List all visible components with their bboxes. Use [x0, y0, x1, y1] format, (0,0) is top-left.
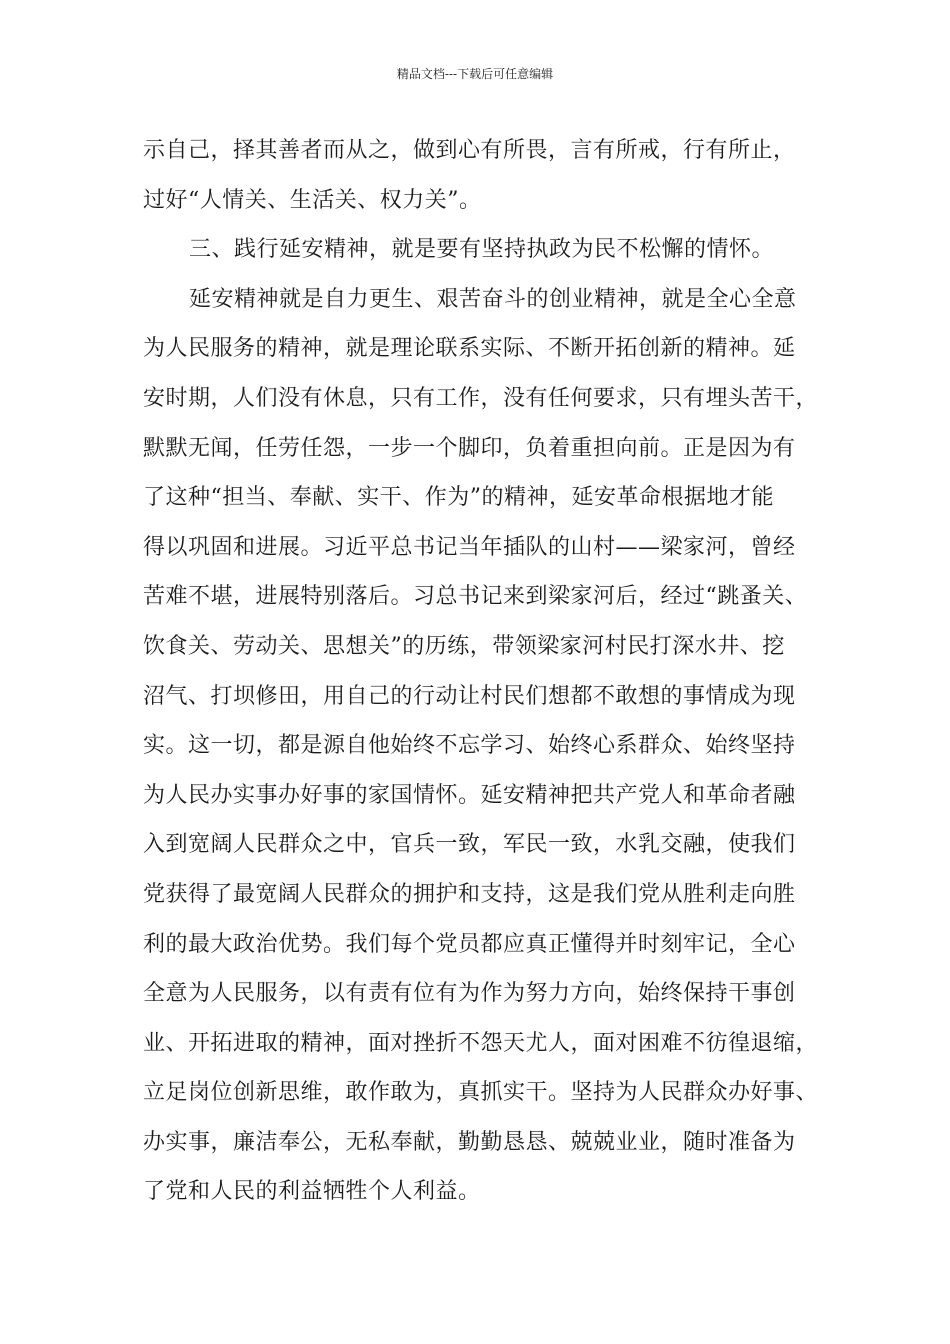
text-line: 过好“人情关、生活关、权力关”。	[143, 187, 482, 213]
text-line: 苦难不堪，进展特别落后。习总书记来到梁家河后，经过“跳蚤关、	[143, 584, 808, 610]
text-line: 办实事，廉洁奉公，无私奉献，勤勤恳恳、兢兢业业，随时准备为	[143, 1129, 796, 1155]
text-line: 了党和人民的利益牺牲个人利益。	[143, 1179, 481, 1205]
text-line: 利的最大政治优势。我们每个党员都应真正懂得并时刻牢记，全心	[143, 931, 796, 957]
section-heading: 三、践行延安精神，就是要有坚持执政为民不松懈的情怀。	[189, 237, 775, 263]
text-line: 安时期，人们没有休息，只有工作，没有任何要求，只有埋头苦干，	[143, 385, 819, 411]
text-line: 入到宽阔人民群众之中，官兵一致，军民一致，水乳交融，使我们	[143, 832, 796, 858]
text-line: 饮食关、劳动关、思想关”的历练，带领梁家河村民打深水井、挖	[143, 633, 785, 659]
text-line: 为人民办实事办好事的家国情怀。延安精神把共产党人和革命者融	[143, 782, 796, 808]
page-header: 精品文档---下载后可任意编辑	[396, 67, 554, 81]
text-line: 得以巩固和进展。习近平总书记当年插队的山村——梁家河，曾经	[143, 534, 796, 560]
text-line: 沼气、打坝修田，用自己的行动让村民们想都不敢想的事情成为现	[143, 683, 796, 709]
text-line: 默默无闻，任劳任怨，一步一个脚印，负着重担向前。正是因为有	[143, 435, 796, 461]
text-line: 为人民服务的精神，就是理论联系实际、不断开拓创新的精神。延	[143, 336, 796, 362]
text-line: 了这种“担当、奉献、实干、作为”的精神，延安革命根据地才能	[143, 485, 774, 511]
text-line: 党获得了最宽阔人民群众的拥护和支持，这是我们党从胜利走向胜	[143, 881, 796, 907]
text-line: 示自己，择其善者而从之，做到心有所畏，言有所戒，行有所止，	[143, 138, 796, 163]
text-line: 全意为人民服务，以有责有位有为作为努力方向，始终保持干事创	[143, 981, 796, 1007]
text-line: 立足岗位创新思维，敢作敢为，真抓实干。坚持为人民群众办好事、	[143, 1080, 819, 1106]
text-line: 业、开拓进取的精神，面对挫折不怨天尤人，面对困难不彷徨退缩，	[143, 1030, 819, 1056]
paragraph-start: 延安精神就是自力更生、艰苦奋斗的创业精神，就是全心全意	[189, 286, 797, 312]
document-body	[143, 126, 833, 1217]
text-line: 实。这一切，都是源自他始终不忘学习、始终心系群众、始终坚持	[143, 733, 796, 759]
